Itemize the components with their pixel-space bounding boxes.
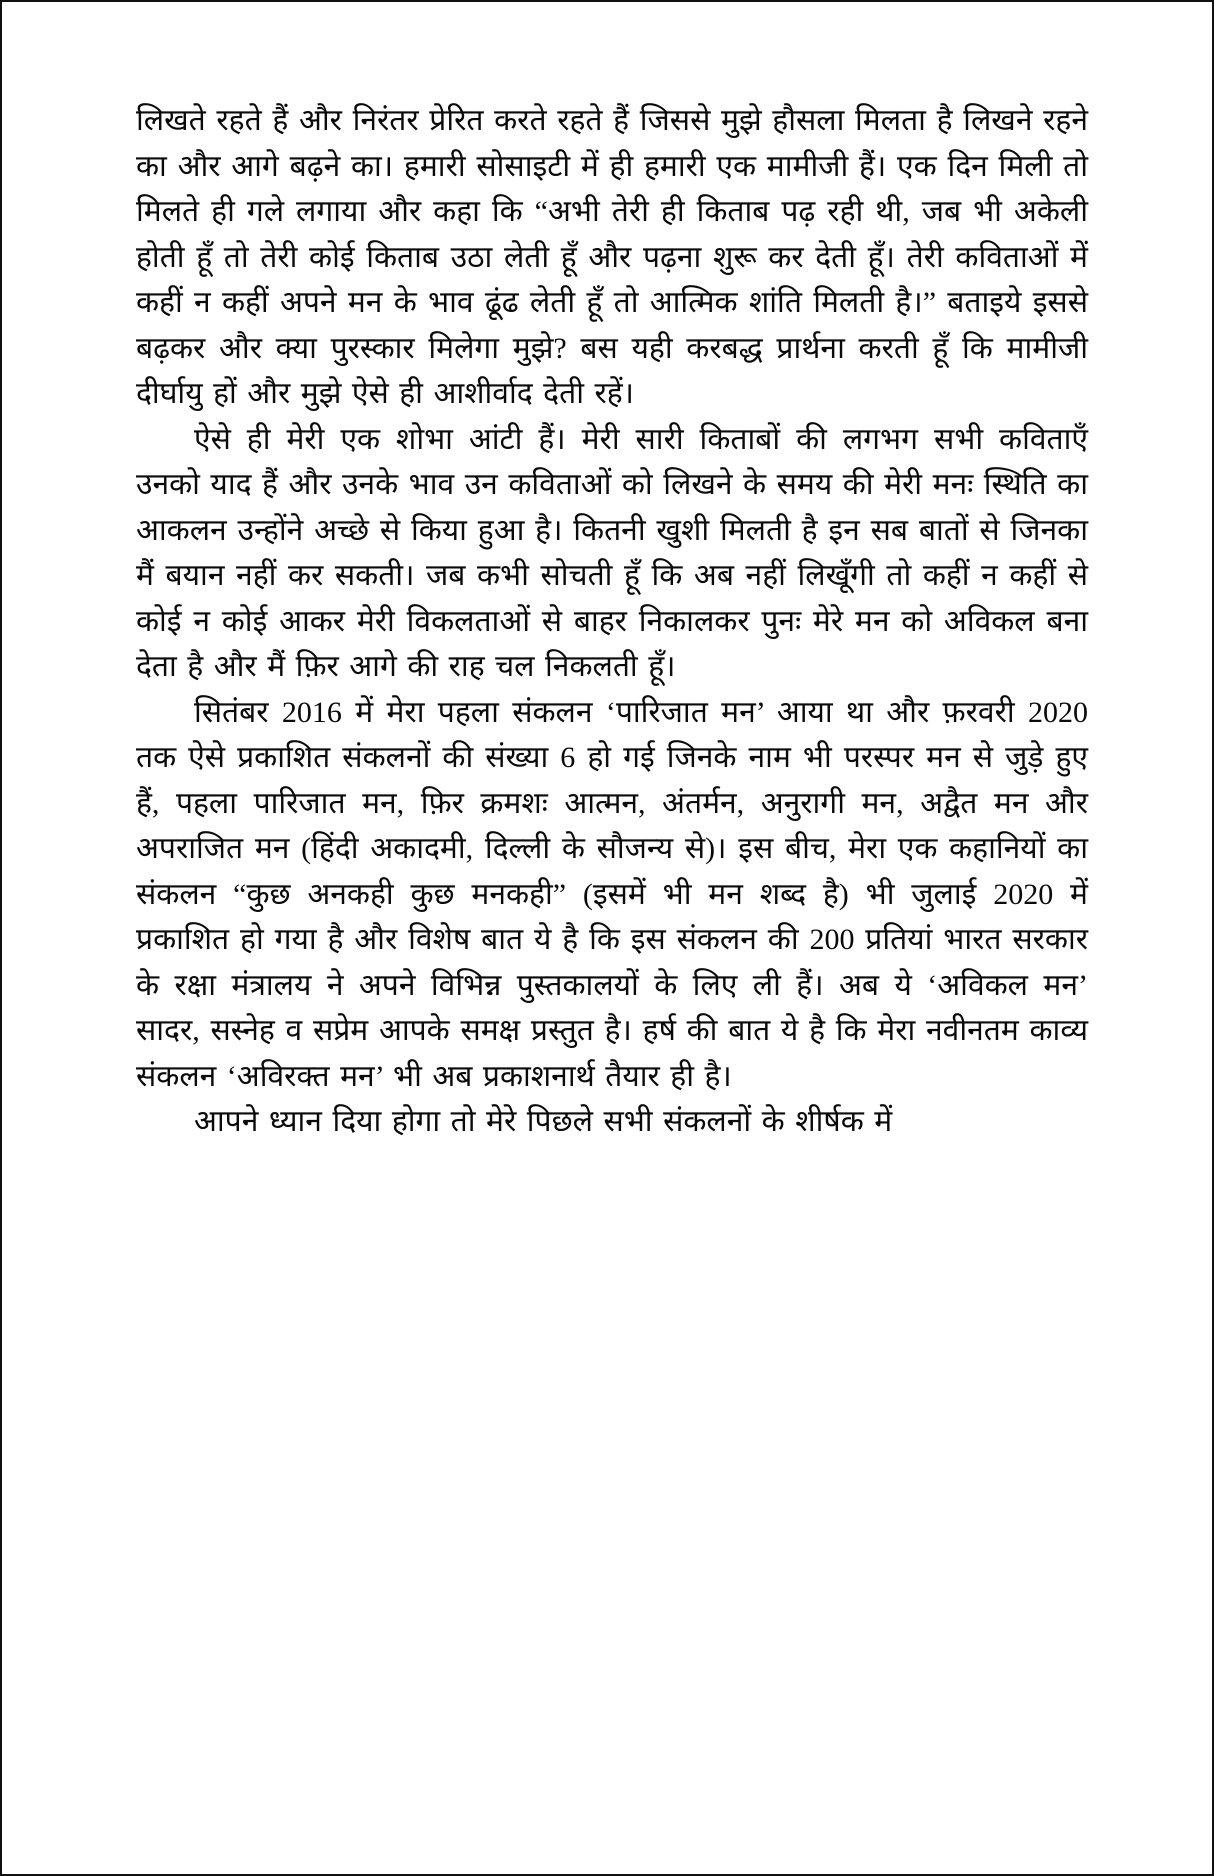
paragraph-1: लिखते रहते हैं और निरंतर प्रेरित करते रहते हैं जिससे मुझे हौसला मिलता है लिखने रहने का और आगे बढ़ने का। हमारी सोसाइटी में ही हमारी एक मामीजी हैं। एक दिन मिली तो मिलते ही गले लगाया और कहा कि “अभी तेरी ही किताब पढ़ रही थी, जब भी अकेली होती हूँ तो तेरी कोई किताब उठा लेती हूँ और पढ़ना शुरू कर देती हूँ। तेरी कविताओं में कहीं न कहीं अपने मन के भाव ढूंढ लेती हूँ तो आत्मिक शांति मिलती है।” बताइये इससे बढ़कर और क्या पुरस्कार मिलेगा मुझे? बस यही करबद्ध प्रार्थना करती हूँ कि मामीजी दीर्घायु हों और मुझे ऐसे ही आशीर्वाद देती रहें। — [136, 104, 1088, 410]
paragraph-3: सितंबर 2016 में मेरा पहला संकलन ‘पारिजात मन’ आया था और फ़रवरी 2020 तक ऐसे प्रकाशित संकलनों की संख्या 6 हो गई जिनके नाम भी परस्पर मन से जुड़े हुए हैं, पहला पारिजात मन, फ़िर क्रमशः आत्मन, अंतर्मन, अनुरागी मन, अद्वैत मन और अपराजित मन (हिंदी अकादमी, दिल्ली के सौजन्य से)। इस बीच, मेरा एक कहानियों का संकलन “कुछ अनकही कुछ मनकही” (इसमें भी मन शब्द है) भी जुलाई 2020 में प्रकाशित हो गया है और विशेष बात ये है कि इस संकलन की 200 प्रतियां भारत सरकार के रक्षा मंत्रालय ने अपने विभिन्न पुस्तकालयों के लिए ली हैं। अब ये ‘अविकल मन’ सादर, सस्नेह व सप्रेम आपके समक्ष प्रस्तुत है। हर्ष की बात ये है कि मेरा नवीनतम काव्य संकलन ‘अविरक्त मन’ भी अब प्रकाशनार्थ तैयार ही है। — [136, 695, 1088, 1093]
paragraph-4: आपने ध्यान दिया होगा तो मेरे पिछले सभी संकलनों के शीर्षक में — [194, 1105, 893, 1138]
paragraph-2: ऐसे ही मेरी एक शोभा आंटी हैं। मेरी सारी किताबों की लगभग सभी कविताएँ उनको याद हैं और उनके भाव उन कविताओं को लिखने के समय की मेरी मनः स्थिति का आकलन उन्होंने अच्छे से किया हुआ है। कितनी खुशी मिलती है इन सब बातों से जिनका मैं बयान नहीं कर सकती। जब कभी सोचती हूँ कि अब नहीं लिखूँगी तो कहीं न कहीं से कोई न कोई आकर मेरी विकलताओं से बाहर निकालकर पुनः मेरे मन को अविकल बना देता है और मैं फ़िर आगे की राह चल निकलती हूँ। — [136, 422, 1088, 683]
page-text-block — [136, 98, 1088, 1145]
